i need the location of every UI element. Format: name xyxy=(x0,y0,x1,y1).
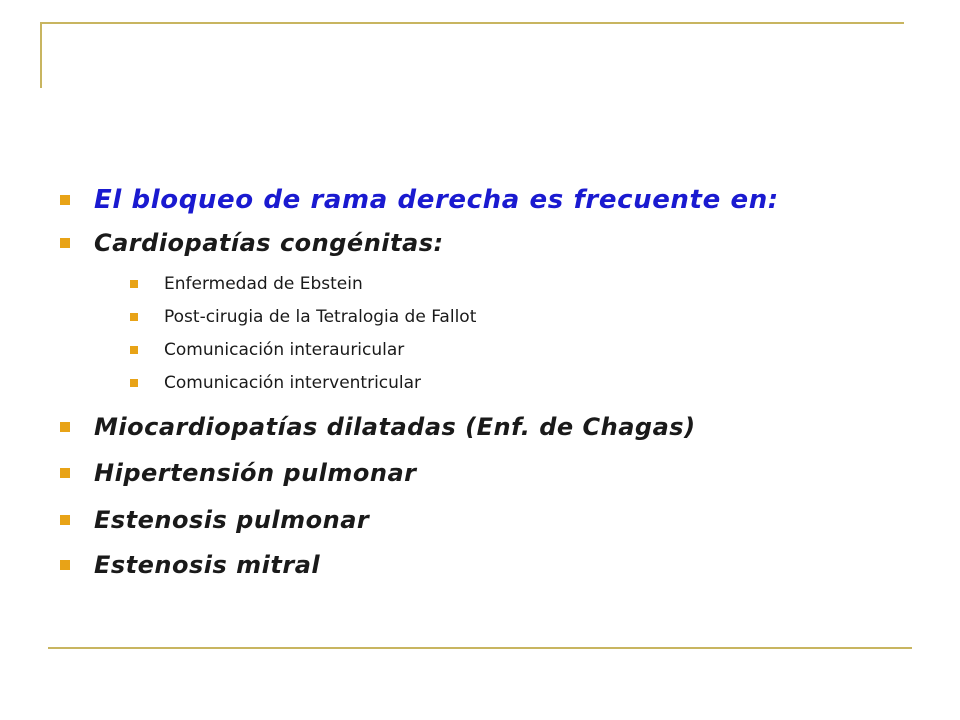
square-bullet-icon xyxy=(60,238,70,248)
sub-bullet-text: Post-cirugia de la Tetralogia de Fallot xyxy=(164,307,477,327)
bullet-item xyxy=(60,411,696,443)
square-bullet-icon xyxy=(60,560,70,570)
square-bullet-icon xyxy=(130,313,138,321)
bullet-text: Estenosis mitral xyxy=(94,551,321,579)
bullet-text: Estenosis pulmonar xyxy=(94,506,370,534)
square-bullet-icon xyxy=(130,379,138,387)
square-bullet-icon xyxy=(130,346,138,354)
square-bullet-icon xyxy=(60,515,70,525)
bullet-item xyxy=(60,549,320,581)
bullet-text: Miocardiopatías dilatadas (Enf. de Chagas) xyxy=(94,413,696,441)
bullet-item xyxy=(60,227,444,259)
sub-bullet-item xyxy=(130,338,404,362)
sub-bullet-item xyxy=(130,305,476,329)
bullet-text: Hipertensión pulmonar xyxy=(94,459,417,487)
square-bullet-icon xyxy=(60,195,70,205)
square-bullet-icon xyxy=(130,280,138,288)
bullet-item xyxy=(60,457,417,489)
sub-bullet-item xyxy=(130,272,363,296)
sub-bullet-text: Comunicación interauricular xyxy=(164,340,405,360)
square-bullet-icon xyxy=(60,422,70,432)
bullet-text: Cardiopatías congénitas: xyxy=(94,229,444,257)
square-bullet-icon xyxy=(60,468,70,478)
slide-heading: El bloqueo de rama derecha es frecuente en: xyxy=(94,185,779,215)
bullet-item-title xyxy=(60,183,779,217)
sub-bullet-text: Comunicación interventricular xyxy=(164,373,422,393)
sub-bullet-item xyxy=(130,371,421,395)
sub-bullet-text: Enfermedad de Ebstein xyxy=(164,274,363,294)
bullet-item xyxy=(60,504,369,536)
